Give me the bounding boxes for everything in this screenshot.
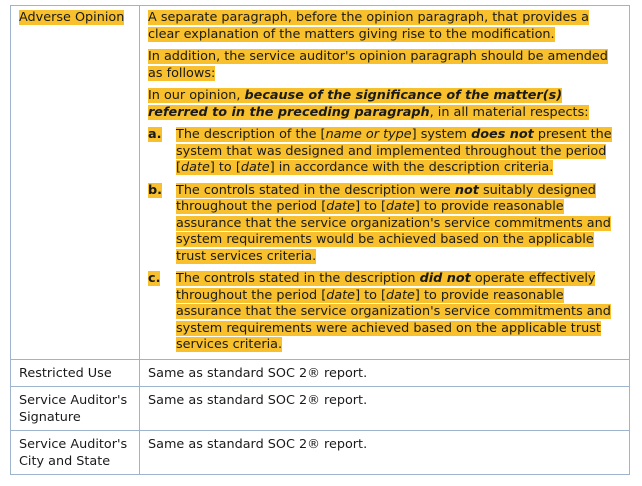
row-label-city-state: Service Auditor's City and State xyxy=(11,431,140,475)
list-item: b. The controls stated in the description were not suitably designed throughout the period [date] to [date] to provide reasonable assurance that the service organization's service commitments and system requirements would be achieved based on the applicable trust services criteria. xyxy=(148,182,611,264)
report-modification-table xyxy=(10,5,630,475)
list-item: c. The controls stated in the description did not operate effectively throughout the period [date] to [date] to provide reasonable assurance that the service organization's service commitments and system requirements were achieved based on the applicable trust services criteria. xyxy=(148,271,611,352)
paragraph-opinion: In our opinion, because of the significance of the matter(s) referred to in the preceding paragraph, in all material respects: xyxy=(148,88,589,120)
row-label-adverse-opinion: Adverse Opinion xyxy=(19,10,125,25)
row-label-signature: Service Auditor's Signature xyxy=(11,387,140,431)
row-label-restricted-use: Restricted Use xyxy=(11,359,140,387)
row-content-cell xyxy=(140,6,630,360)
row-value-signature: Same as standard SOC 2® report. xyxy=(140,387,630,431)
row-value-restricted-use: Same as standard SOC 2® report. xyxy=(140,359,630,387)
table-row xyxy=(11,387,630,431)
paragraph-amended: In addition, the service auditor's opinion paragraph should be amended as follows: xyxy=(148,49,608,81)
row-label-cell xyxy=(11,6,140,360)
table-row xyxy=(11,359,630,387)
table-row xyxy=(11,6,630,360)
list-item: a. The description of the [name or type] system does not present the system that was designed and implemented throughout the period [date] to [date] in accordance with the description criteria. xyxy=(148,127,612,175)
row-value-city-state: Same as standard SOC 2® report. xyxy=(140,431,630,475)
paragraph-separate: A separate paragraph, before the opinion paragraph, that provides a clear explanation of the matters giving rise to the modification. xyxy=(148,10,589,42)
table-row xyxy=(11,431,630,475)
